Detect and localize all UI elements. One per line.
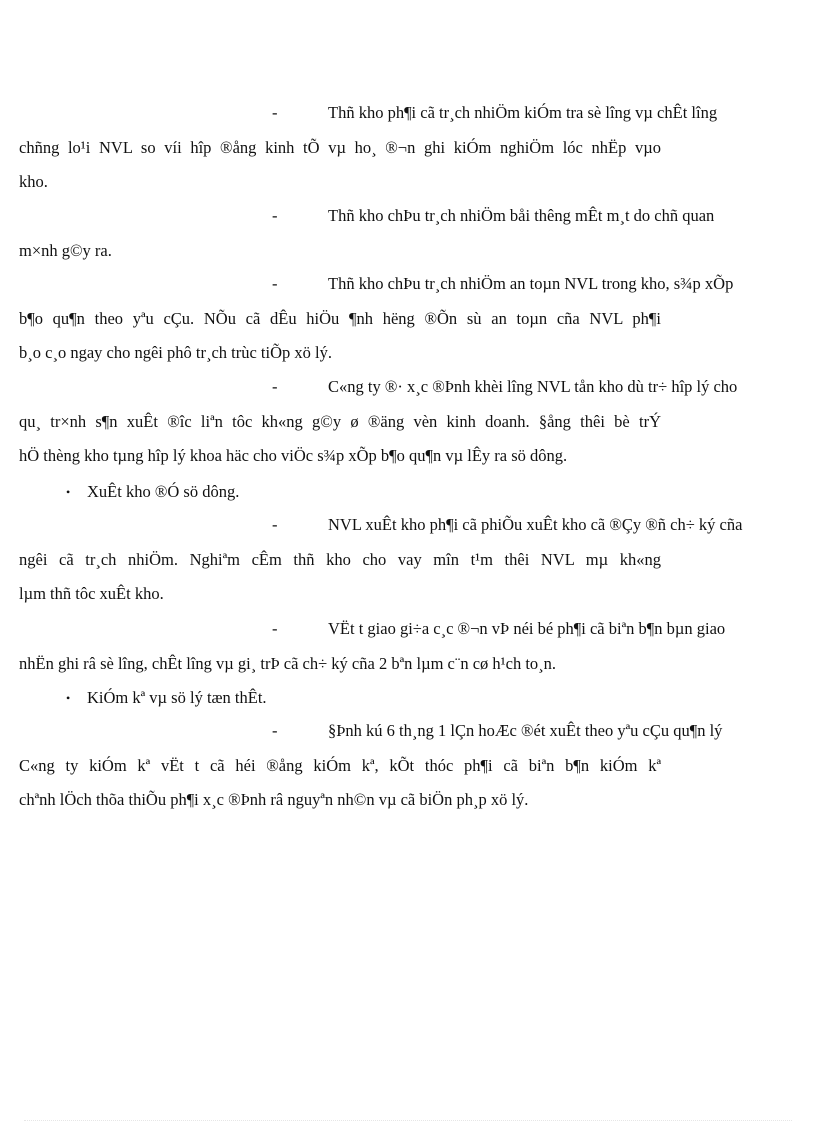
text-line: nhËn ghi râ sè lîng, chÊt lîng vµ gi¸ trÞ cã ch÷ ký cña 2 bªn lµm c¨n cø h¹ch to¸n. [19,653,557,673]
paragraph-periodic-audit [19,718,723,822]
text-line: qu¸ tr×nh s¶n xuÊt ®îc liªn tôc kh«ng g©y ø ®äng vèn kinh doanh. §ång thêi bè trÝ [19,411,661,431]
dash-marker: - [272,619,278,638]
dash-marker: - [272,274,278,293]
dash-marker: - [272,206,278,225]
paragraph-internal-transfer [19,616,726,685]
paragraph-receiving-inspection [19,100,718,204]
paragraph-export-slip [19,512,743,616]
paragraph-storage-safety [19,271,734,375]
page-bottom-divider [24,1120,792,1121]
text-line: kho. [19,172,48,191]
text-line: chñng lo¹i NVL so víi hîp ®ång kinh tÕ vµ ho¸ ®¬n ghi kiÓm nghiÖm lóc nhËp vµo [19,137,661,157]
dash-marker: - [272,103,278,122]
text-line: C«ng ty kiÓm kª vËt t cã héi ®ång kiÓm kª, kÕt thóc ph¶i cã biªn b¶n kiÓm kª [19,755,661,775]
text-line: - VËt t giao gi÷a c¸c ®¬n vÞ néi bé ph¶i cã biªn b¶n bµn giao [19,616,661,651]
bullet-item-export [66,479,239,505]
dash-marker: - [272,721,278,740]
bullet-item-stocktake [66,685,267,711]
text-line: ngêi cã tr¸ch nhiÖm. Nghiªm cÊm thñ kho cho vay mîn t¹m thêi NVL mµ kh«ng [19,549,661,569]
text-line: - NVL xuÊt kho ph¶i cã phiÕu xuÊt kho cã ®Çy ®ñ ch÷ ký cña [19,512,661,547]
bullet-dot-icon: • [66,691,71,705]
bullet-dot-icon: • [66,485,71,499]
dash-marker: - [272,515,278,534]
text-line: - C«ng ty ®· x¸c ®Þnh khèi lîng NVL tån kho dù tr÷ hîp lý cho [19,374,661,409]
text-line: - Thñ kho chÞu tr¸ch nhiÖm an toµn NVL trong kho, s¾p xÕp [19,271,661,306]
text-line: b¶o qu¶n theo yªu cÇu. NÕu cã dÊu hiÖu ¶nh hëng ®Õn sù an toµn cña NVL ph¶i [19,308,661,328]
text-line: m×nh g©y ra. [19,240,112,260]
paragraph-loss-compensation [19,203,715,272]
paragraph-inventory-reserve [19,374,738,478]
text-line: - §Þnh kú 6 th¸ng 1 lÇn hoÆc ®ét xuÊt theo yªu cÇu qu¶n lý [19,718,661,753]
bullet-text: XuÊt kho ®Ó sö dông. [87,482,240,501]
bullet-text: KiÓm kª vµ sö lý tæn thÊt. [87,688,267,707]
text-line: b¸o c¸o ngay cho ngêi phô tr¸ch trùc tiÕp xö lý. [19,343,332,362]
text-line: hÖ thèng kho tµng hîp lý khoa häc cho viÖc s¾p xÕp b¶o qu¶n vµ lÊy ra sö dông. [19,446,568,465]
text-line: chªnh lÖch thõa thiÕu ph¶i x¸c ®Þnh râ nguyªn nh©n vµ cã biÖn ph¸p xö lý. [19,790,529,809]
text-line: - Thñ kho chÞu tr¸ch nhiÖm båi thêng mÊt m¸t do chñ quan [19,203,661,238]
text-line: - Thñ kho ph¶i cã tr¸ch nhiÖm kiÓm tra sè lîng vµ chÊt lîng [19,100,661,135]
text-line: lµm thñ tôc xuÊt kho. [19,584,164,603]
dash-marker: - [272,377,278,396]
